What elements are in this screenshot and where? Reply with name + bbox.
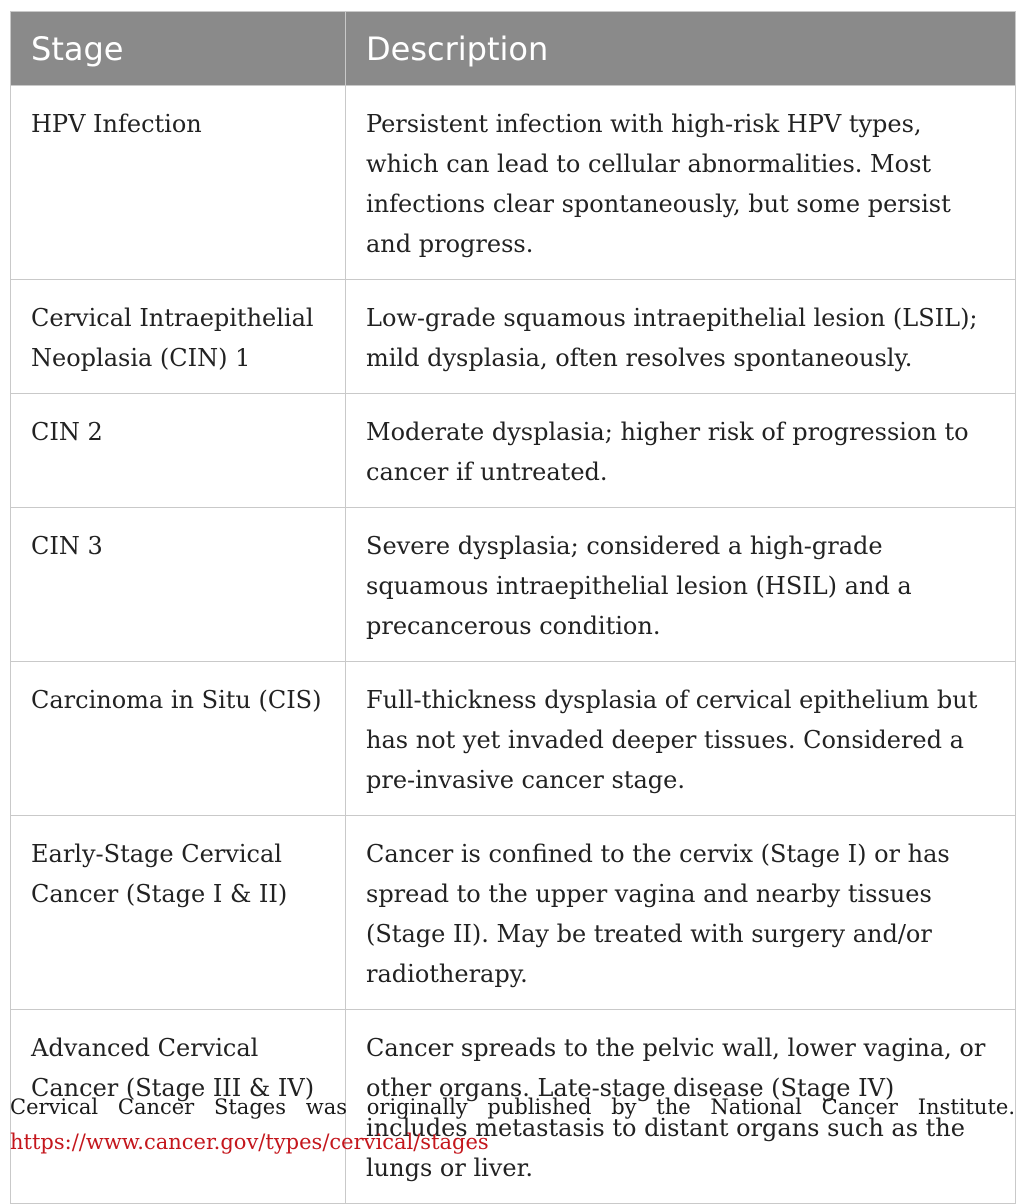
stage-cell: Carcinoma in Situ (CIS) — [11, 662, 346, 816]
table-header-row — [11, 12, 1016, 86]
description-cell: Moderate dysplasia; higher risk of progression to cancer if untreated. — [346, 394, 1016, 508]
stage-cell: Advanced Cervical Cancer (Stage III & IV) — [11, 1010, 346, 1204]
description-cell: Low-grade squamous intraepithelial lesion (LSIL); mild dysplasia, often resolves spontaneously. — [346, 280, 1016, 394]
source-link[interactable]: https://www.cancer.gov/types/cervical/stages — [10, 1130, 489, 1154]
table-row — [11, 816, 1016, 1010]
stage-cell: HPV Infection — [11, 86, 346, 280]
table-row — [11, 662, 1016, 816]
column-header-stage: Stage — [11, 12, 346, 86]
caption-text: Cervical Cancer Stages was originally published by the National Cancer Institute. — [10, 1095, 1015, 1119]
table-row — [11, 394, 1016, 508]
stage-cell: Early-Stage Cervical Cancer (Stage I & II) — [11, 816, 346, 1010]
table-row — [11, 280, 1016, 394]
stages-table-container — [10, 11, 1015, 1204]
column-header-description: Description — [346, 12, 1016, 86]
description-cell: Full-thickness dysplasia of cervical epithelium but has not yet invaded deeper tissues. Considered a pre-invasive cancer stage. — [346, 662, 1016, 816]
description-cell: Persistent infection with high-risk HPV types, which can lead to cellular abnormalities. Most infections clear spontaneously, but some persist and progress. — [346, 86, 1016, 280]
stage-cell: Cervical Intraepithelial Neoplasia (CIN) 1 — [11, 280, 346, 394]
stage-cell: CIN 2 — [11, 394, 346, 508]
cervical-cancer-stages-table — [10, 11, 1016, 1204]
table-row — [11, 508, 1016, 662]
table-row — [11, 86, 1016, 280]
stage-cell: CIN 3 — [11, 508, 346, 662]
description-cell: Cancer spreads to the pelvic wall, lower vagina, or other organs. Late-stage disease (Stage IV) includes metastasis to distant organs such as the lungs or liver. — [346, 1010, 1016, 1204]
table-caption — [10, 1090, 1015, 1160]
description-cell: Severe dysplasia; considered a high-grade squamous intraepithelial lesion (HSIL) and a precancerous condition. — [346, 508, 1016, 662]
description-cell: Cancer is confined to the cervix (Stage I) or has spread to the upper vagina and nearby tissues (Stage II). May be treated with surgery and/or radiotherapy. — [346, 816, 1016, 1010]
